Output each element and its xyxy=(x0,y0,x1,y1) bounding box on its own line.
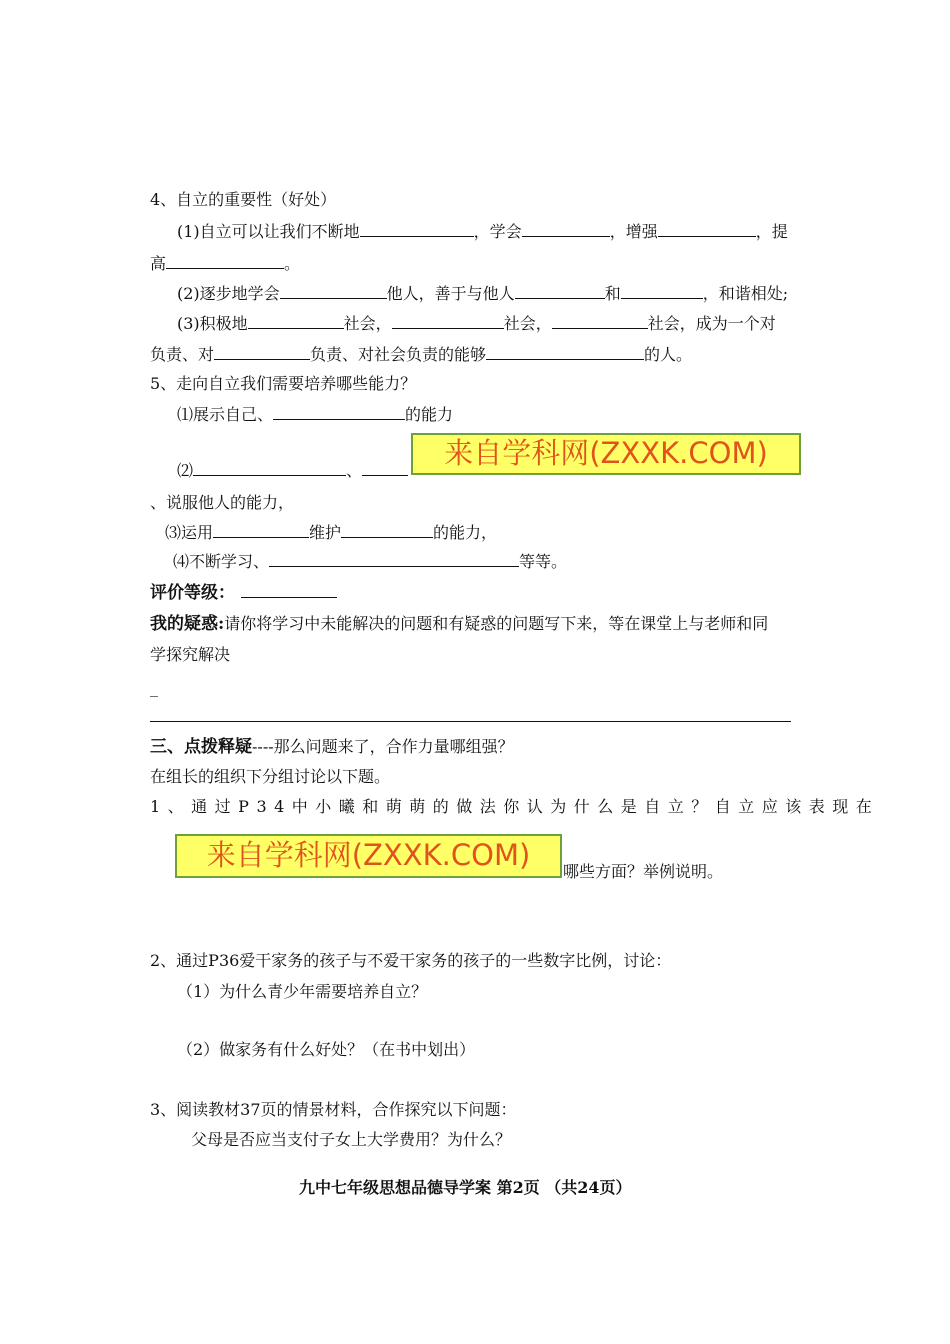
q4-p3-text-c: 社会， xyxy=(503,314,552,333)
section3-title-bold: 三、点拨释疑 xyxy=(150,737,252,757)
q5-a4-text-a: ⑷不断学习、 xyxy=(173,552,270,571)
evaluation-row xyxy=(150,582,337,603)
fill-blank[interactable] xyxy=(362,460,408,476)
q5-a3-text-a: ⑶运用 xyxy=(165,523,214,542)
doubts-stray-underscore: _ xyxy=(150,678,158,697)
q4-p3-text-d: 社会，成为一个对 xyxy=(647,314,776,333)
section3-q2-sub2: （2）做家务有什么好处？（在书中划出） xyxy=(177,1040,476,1059)
q5-a2-text-b: 、 xyxy=(346,461,363,480)
q4-p1-text-a: (1)自立可以让我们不断地 xyxy=(177,222,360,241)
fill-blank[interactable] xyxy=(341,522,433,538)
q4-p1-text-c: ，增强 xyxy=(609,222,658,241)
watermark-banner-2: 来自学科网(ZXXK.COM) xyxy=(175,834,562,878)
doubts-line-2: 学探究解决 xyxy=(150,645,231,664)
q4-p3-text-f: 负责、对社会负责的能够 xyxy=(310,345,487,364)
q4-p3-text-g: 的人。 xyxy=(644,345,693,364)
q4-p3-text-e: 负责、对 xyxy=(150,345,215,364)
q4-point-2 xyxy=(177,283,788,304)
doubts-line-1 xyxy=(150,614,768,634)
page-footer: 九中七年级思想品德导学案 第2页 （共24页） xyxy=(299,1178,632,1197)
q5-ability-1 xyxy=(177,404,453,425)
q4-point-1-cont xyxy=(150,253,300,274)
section3-q2-sub1: （1）为什么青少年需要培养自立？ xyxy=(177,982,428,1001)
section3-q1-line2: 哪些方面？举例说明。 xyxy=(563,862,724,881)
q4-p1-text-f: 。 xyxy=(284,254,301,273)
q5-a3-text-c: 的能力， xyxy=(433,523,498,542)
q4-point-3-cont xyxy=(150,344,692,365)
q4-p2-text-d: ，和谐相处; xyxy=(702,284,789,303)
fill-blank[interactable] xyxy=(522,221,610,237)
evaluation-blank[interactable] xyxy=(241,582,337,598)
fill-blank[interactable] xyxy=(360,221,474,237)
q5-a4-text-b: 等等。 xyxy=(519,552,568,571)
q4-point-3 xyxy=(177,313,776,334)
section3-title xyxy=(150,737,514,757)
fill-blank[interactable] xyxy=(515,283,605,299)
fill-blank[interactable] xyxy=(166,253,284,269)
q5-a1-text-a: ⑴展示自己、 xyxy=(177,405,274,424)
q4-p1-text-d: ，提 xyxy=(755,222,788,241)
section3-q3: 3、阅读教材37页的情景材料，合作探究以下问题： xyxy=(150,1100,517,1119)
q4-p3-text-a: (3)积极地 xyxy=(177,314,248,333)
section3-title-rest: ----那么问题来了，合作力量哪组强？ xyxy=(252,737,514,756)
section3-intro: 在组长的组织下分组讨论以下题。 xyxy=(150,767,391,786)
q5-heading: 5、走向自立我们需要培养哪些能力？ xyxy=(150,374,417,393)
q5-ability-2-cont: 、说服他人的能力， xyxy=(150,493,295,512)
q4-p1-text-e: 高 xyxy=(150,254,167,273)
q4-p1-text-b: ，学会 xyxy=(473,222,522,241)
fill-blank[interactable] xyxy=(248,313,344,329)
fill-blank[interactable] xyxy=(392,313,504,329)
q4-p3-text-b: 社会， xyxy=(343,314,392,333)
fill-blank[interactable] xyxy=(269,551,519,567)
q4-point-1 xyxy=(177,221,788,242)
watermark-banner-1: 来自学科网(ZXXK.COM) xyxy=(411,433,801,475)
section3-q3-sub: 父母是否应当支付子女上大学费用？为什么？ xyxy=(191,1130,512,1149)
q4-heading: 4、自立的重要性（好处） xyxy=(150,190,337,209)
section3-q2: 2、通过P36爱干家务的孩子与不爱干家务的孩子的一些数字比例，讨论： xyxy=(150,951,672,970)
fill-blank[interactable] xyxy=(280,283,387,299)
q4-p2-text-b: 他人，善于与他人 xyxy=(386,284,515,303)
fill-blank[interactable] xyxy=(658,221,756,237)
fill-blank[interactable] xyxy=(552,313,648,329)
q5-a3-text-b: 维护 xyxy=(309,523,342,542)
fill-blank[interactable] xyxy=(213,522,309,538)
q5-a2-text-a: ⑵ xyxy=(177,461,194,480)
doubts-text-1: 请你将学习中未能解决的问题和有疑惑的问题写下来，等在课堂上与老师和同 xyxy=(224,614,769,633)
fill-blank[interactable] xyxy=(273,404,405,420)
fill-blank[interactable] xyxy=(193,460,346,476)
q5-ability-3 xyxy=(165,522,497,543)
doubts-answer-line[interactable] xyxy=(150,721,791,722)
fill-blank[interactable] xyxy=(621,283,703,299)
q5-ability-2 xyxy=(177,460,408,481)
q4-p2-text-a: (2)逐步地学会 xyxy=(177,284,280,303)
q5-ability-4 xyxy=(173,551,567,572)
fill-blank[interactable] xyxy=(486,344,644,360)
section3-q1-line1: 1、通过P34中小曦和萌萌的做法你认为什么是自立？自立应该表现在 xyxy=(150,797,880,816)
fill-blank[interactable] xyxy=(214,344,310,360)
evaluation-label: 评价等级： xyxy=(150,583,235,603)
q4-p2-text-c: 和 xyxy=(604,284,621,303)
q5-a1-text-b: 的能力 xyxy=(405,405,454,424)
doubts-label: 我的疑惑: xyxy=(150,614,225,634)
